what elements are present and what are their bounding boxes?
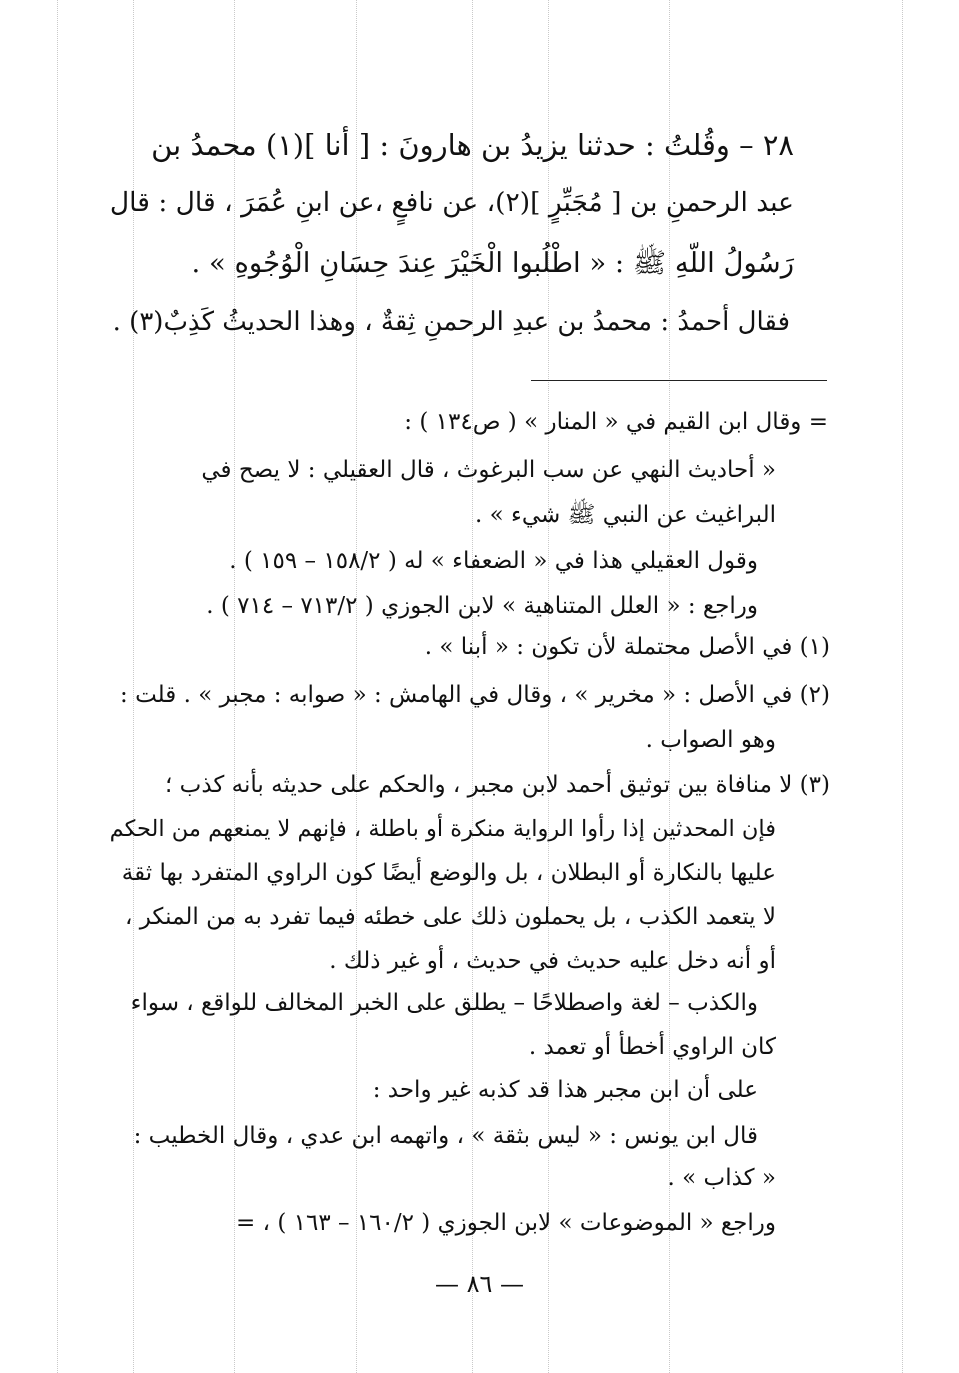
footnote-line: كان الراوي أخطأ أو تعمد . <box>528 1034 776 1060</box>
footnote-line: على أن ابن مجبر هذا قد كذبه غير واحد : <box>372 1077 758 1103</box>
footnote-line: وراجع « الموضوعات » لابن الجوزي ( ١٦٠/٢ – ١٦٣ ) ، = <box>236 1210 776 1236</box>
footnote-line: (٣) لا منافاة بين توثيق أحمد لابن مجبر ، والحكم على حديثه بأنه كذب ؛ <box>165 772 830 798</box>
footnote-line: لا يتعمد الكذب ، بل يحملون ذلك على خطئه فيما تفرد به من المنكر ، <box>125 904 776 930</box>
main-text-line: رَسُولُ اللّهِ ﷺ : « اطْلُبوا الْخَيْرَ عِندَ حِسَانِ الْوُجُوهِ » . <box>191 247 794 279</box>
footnote-line: البراغيث عن النبي ﷺ شيء » . <box>475 502 776 528</box>
footnote-line: أو أنه دخل عليه حديث في حديث ، أو غير ذلك . <box>329 948 776 974</box>
footnote-line: والكذب – لغة واصطلاحًا – يطلق على الخبر المخالف للواقع ، سواء <box>130 990 758 1016</box>
footnote-separator <box>531 380 827 381</box>
scan-guide-line <box>902 0 903 1373</box>
footnote-line: (١) في الأصل محتملة لأن تكون : « أبنا » . <box>424 634 830 660</box>
footnote-line: (٢) في الأصل : « مخرير » ، وقال في الهامش : « صوابه : مجبر » . قلت : <box>120 682 830 708</box>
page-number: — ٨٦ — <box>434 1270 525 1298</box>
main-text-line: ٢٨ – وقُلتُ : حدثنا يزيدُ بن هارونَ : [ أنا ](١) محمدُ بن <box>151 128 794 162</box>
main-text-line: عبد الرحمنِ بن [ مُجَبِّرٍ ](٢)، عن نافعٍ ،عن ابنِ عُمَرَ ، قال : قال <box>109 187 794 218</box>
footnote-line: وهو الصواب . <box>645 727 776 753</box>
footnote-line: فإن المحدثين إذا رأوا الرواية منكرة أو باطلة ، فإنهم لا يمنعهم من الحكم <box>109 816 776 842</box>
footnote-line: وراجع : « العلل المتناهية » لابن الجوزي ( ٧١٣/٢ – ٧١٤ ) . <box>206 593 758 619</box>
scan-guide-line <box>57 0 58 1373</box>
footnote-line: وقول العقيلي هذا في « الضعفاء » له ( ١٥٨/٢ – ١٥٩ ) . <box>229 548 758 574</box>
footnote-line: عليها بالنكارة أو البطلان ، بل والوضع أيضًا كون الراوي المتفرد بها ثقة <box>121 860 776 886</box>
footnote-line: قال ابن يونس : « ليس بثقة » ، واتهمه ابن عدي ، وقال الخطيب : <box>133 1123 758 1149</box>
footnote-line: « أحاديث النهي عن سب البرغوث ، قال العقيلي : لا يصح في <box>201 457 776 483</box>
footnote-line: = وقال ابن القيم في « المنار » ( ص١٣٤ ) : <box>404 409 828 435</box>
footnote-line: « كذاب » . <box>667 1165 776 1191</box>
main-text-line: فقال أحمدُ : محمدُ بن عبدِ الرحمنِ ثِقةٌ ، وهذا الحديثُ كَذِبٌ(٣) . <box>112 307 790 337</box>
